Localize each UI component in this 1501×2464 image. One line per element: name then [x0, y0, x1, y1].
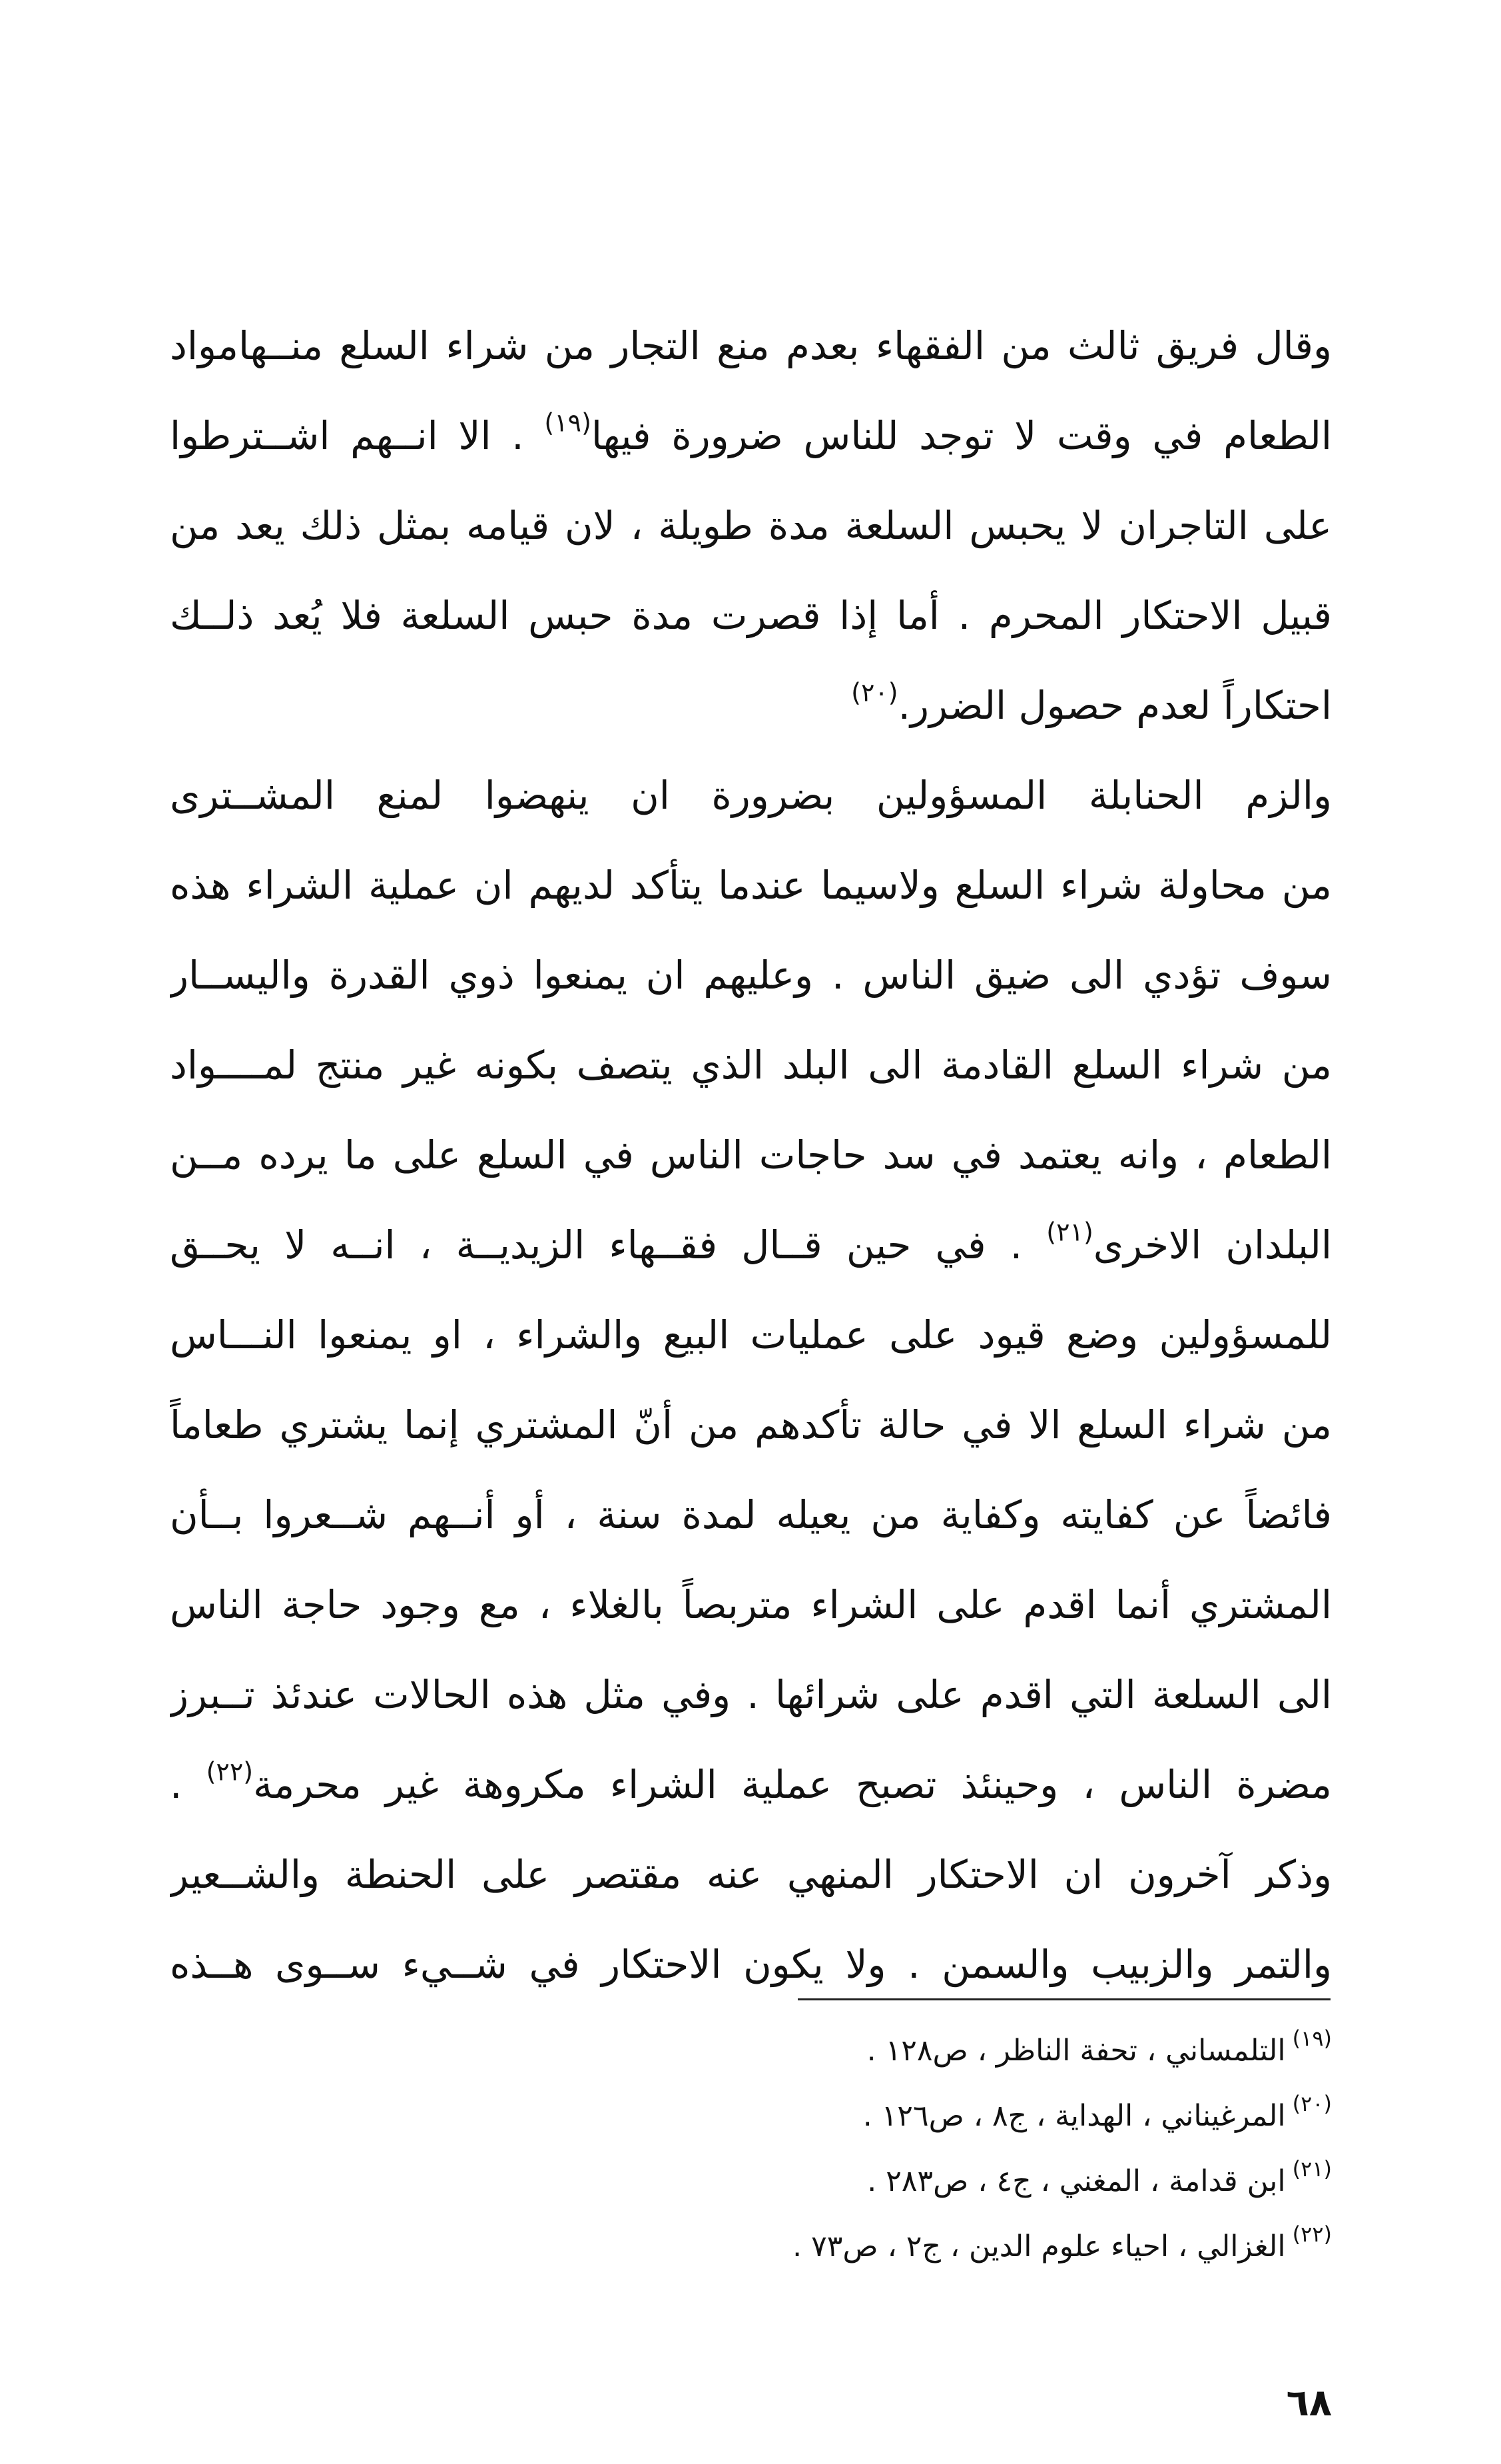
- footnote: $^{(١٩)}$التلمساني ، تحفة الناظر ، ص١٢٨ .: [866, 2025, 1332, 2068]
- footnote-number: (٢١): [1292, 2156, 1332, 2182]
- footnote: $^{(٢١)}$ابن قدامة ، المغني ، ج٤ ، ص٢٨٣ .: [867, 2156, 1332, 2198]
- footnote: $^{(٢٢)}$الغزالي ، احياء علوم الدين ، ج٢ ، ص٧٣ .: [792, 2221, 1332, 2263]
- text-line: احتكاراً لعدم حصول الضرر.$^{(٢٠)}$: [851, 677, 1332, 728]
- footnote-ref: (٢٢): [206, 1757, 254, 1787]
- text-line: سوف تؤدي الى ضيق الناس . وعليهم ان يمنعوا ذوي القدرة واليســار: [170, 953, 1332, 998]
- text-line: مضرة الناس ، وحينئذ تصبح عملية الشراء مكروهة غير محرمة$^{(٢٢)}$ .: [170, 1757, 1332, 1807]
- footnotes: [466, 2018, 1332, 2279]
- text-line: على التاجران لا يحبس السلعة مدة طويلة ، لان قيامه بمثل ذلك يعد من: [170, 503, 1332, 548]
- text-line: البلدان الاخرى$^{(٢١)}$ . في حين قــال فقــهاء الزيديــة ، انــه لا يحــق: [170, 1217, 1332, 1268]
- text-line: من محاولة شراء السلع ولاسيما عندما يتأكد لديهم ان عملية الشراء هذه: [170, 863, 1332, 908]
- footnote-ref: (٢٠): [851, 677, 898, 707]
- text-line: للمسؤولين وضع قيود على عمليات البيع والشراء ، او يمنعوا النـــاس: [170, 1312, 1332, 1358]
- footnote-ref: (٢١): [1046, 1217, 1093, 1247]
- footnote-ref: (١٩): [544, 408, 591, 438]
- text-line: فائضاً عن كفايته وكفاية من يعيله لمدة سنة ، أو أنــهم شــعروا بــأن: [170, 1492, 1332, 1537]
- body-text: [170, 301, 1332, 2010]
- page-number: ٦٨: [1286, 2381, 1332, 2425]
- text-line: المشتري أنما اقدم على الشراء متربصاً بالغلاء ، مع وجود حاجة الناس: [170, 1582, 1332, 1627]
- footnote: $^{(٢٠)}$المرغيناني ، الهداية ، ج٨ ، ص١٢٦ .: [862, 2090, 1332, 2133]
- text-line: وقال فريق ثالث من الفقهاء بعدم منع التجار من شراء السلع منــهامواد: [170, 323, 1332, 368]
- text-line: والزم الحنابلة المسؤولين بضرورة ان ينهضوا لمنع المشــترى: [170, 773, 1332, 818]
- text-line: من شراء السلع القادمة الى البلد الذي يتصف بكونه غير منتج لمــــواد: [170, 1042, 1332, 1088]
- footnote-number: (٢٠): [1292, 2090, 1332, 2116]
- text-line: الطعام ، وانه يعتمد في سد حاجات الناس في السلع على ما يرده مــن: [170, 1132, 1332, 1178]
- text-line: والتمر والزبيب والسمن . ولا يكون الاحتكار في شــيء ســوى هــذه: [170, 1942, 1332, 1987]
- text-line: من شراء السلع الا في حالة تأكدهم من أنّ المشتري إنما يشتري طعاماً: [170, 1402, 1332, 1447]
- text-line: وذكر آخرون ان الاحتكار المنهي عنه مقتصر على الحنطة والشــعير: [170, 1852, 1332, 1897]
- footnote-separator: [798, 1998, 1331, 2000]
- text-line: الطعام في وقت لا توجد للناس ضرورة فيها$^{(١٩)}$ . الا انــهم اشــترطوا: [170, 408, 1332, 458]
- footnote-number: (٢٢): [1292, 2221, 1332, 2247]
- text-line: الى السلعة التي اقدم على شرائها . وفي مثل هذه الحالات عندئذ تــبرز: [170, 1672, 1332, 1717]
- footnote-number: (١٩): [1292, 2025, 1332, 2051]
- text-line: قبيل الاحتكار المحرم . أما إذا قصرت مدة حبس السلعة فلا يُعد ذلــك: [170, 593, 1332, 638]
